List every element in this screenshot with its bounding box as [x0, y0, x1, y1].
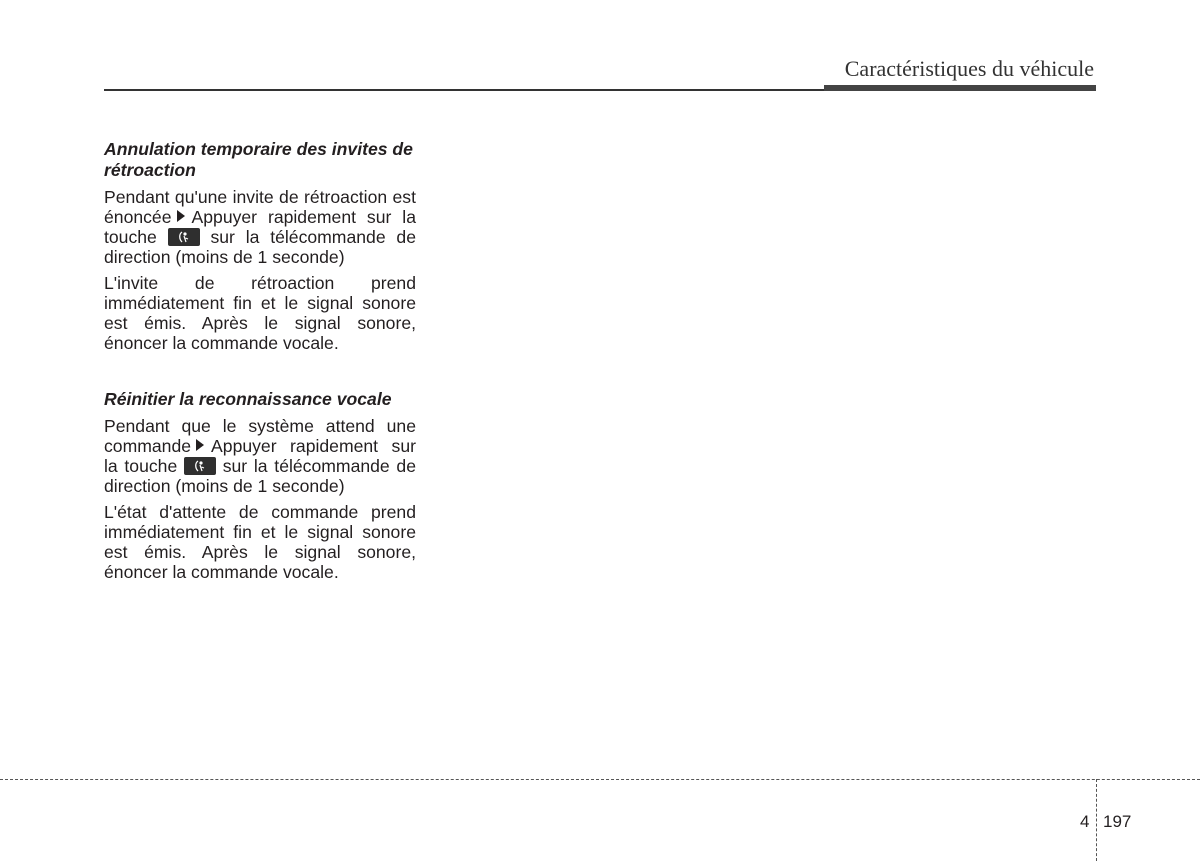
step-action: Appuyer rapidement sur la touche — [104, 436, 416, 476]
header-title: Caractéristiques du véhicule — [844, 56, 1094, 81]
voice-talk-key-icon — [168, 228, 200, 246]
section-restart-voice-recognition — [104, 389, 416, 582]
page-number: 197 — [1103, 812, 1132, 831]
header-rule — [104, 89, 824, 91]
arrow-right-icon — [177, 210, 185, 222]
instruction-paragraph — [104, 416, 416, 496]
step-target: sur la télécommande de direction (moins de 1 seconde) — [104, 227, 416, 267]
step-condition: Pendant que le système attend une commande — [104, 416, 416, 456]
footer-divider — [1096, 779, 1097, 861]
arrow-right-icon — [196, 439, 204, 451]
section-heading: Réinitier la reconnaissance vocale — [104, 389, 392, 409]
voice-talk-key-icon — [184, 457, 216, 475]
step-target: sur la télécommande de direction (moins de 1 seconde) — [104, 456, 417, 496]
step-action: Appuyer rapidement sur la touche — [104, 207, 416, 247]
section-cancel-feedback-prompt — [104, 139, 416, 353]
header-rule-accent — [824, 85, 1096, 91]
content-column — [104, 139, 416, 588]
section-heading: Annulation temporaire des invites de rétroaction — [104, 139, 413, 180]
chapter-number: 4 — [1080, 812, 1090, 831]
instruction-paragraph — [104, 187, 416, 267]
step-condition: Pendant qu'une invite de rétroaction est énoncée — [104, 187, 416, 227]
footer-rule — [0, 779, 1200, 780]
result-paragraph: L'état d'attente de commande prend immédiatement fin et le signal sonore est émis. Après le signal sonore, énoncer la commande vocale. — [104, 502, 416, 582]
result-paragraph: L'invite de rétroaction prend immédiatement fin et le signal sonore est émis. Après le signal sonore, énoncer la commande vocale. — [104, 273, 416, 353]
